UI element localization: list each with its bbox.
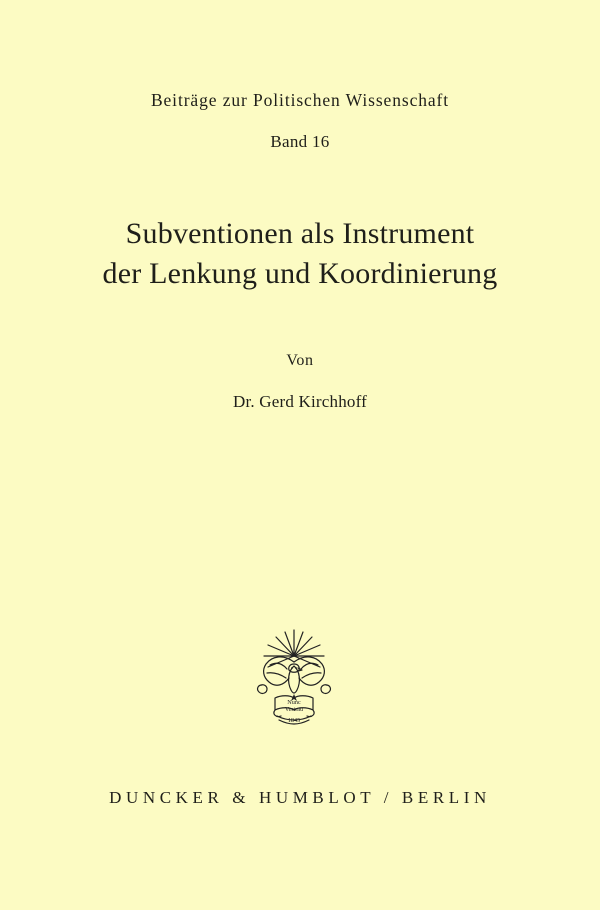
logo-motto-line-1: Nunc	[287, 699, 301, 706]
series-title: Beiträge zur Politischen Wissenschaft	[150, 90, 450, 110]
eagle-emblem-icon	[252, 628, 336, 734]
book-title-line-2: der Lenkung und Koordinierung	[102, 257, 498, 290]
publisher-name: DUNCKER & HUMBLOT / BERLIN	[109, 788, 491, 807]
volume-number: Band 16	[270, 132, 330, 151]
by-label: Von	[286, 352, 314, 369]
book-title-line-1: Subventionen als Instrument	[125, 217, 475, 250]
author-name: Dr. Gerd Kirchhoff	[232, 392, 368, 411]
logo-motto-line-2: Vertrau	[284, 706, 304, 713]
logo-motto-line-3: 1845	[287, 717, 301, 724]
